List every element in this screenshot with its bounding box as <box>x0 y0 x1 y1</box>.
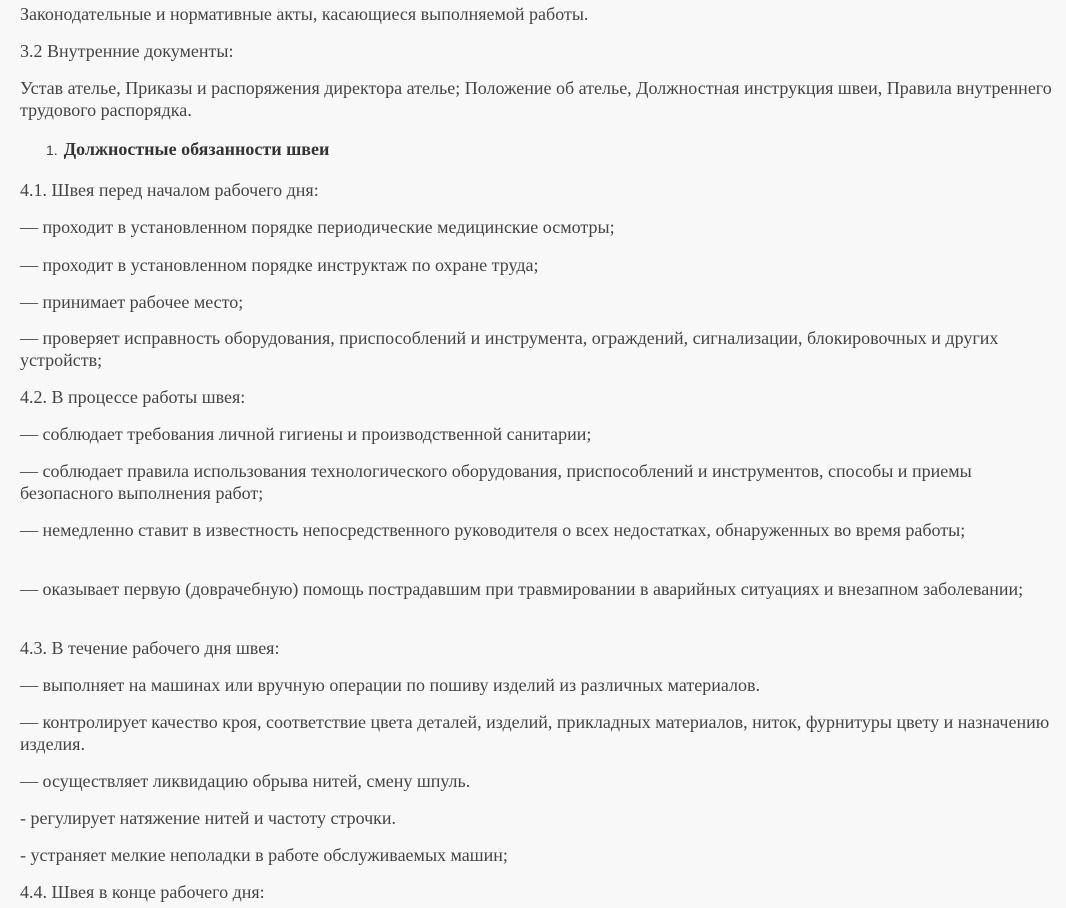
list-item: — соблюдает требования личной гигиены и производственной санитарии; <box>20 424 592 444</box>
paragraph-internal-docs-header: 3.2 Внутренние документы: <box>20 41 234 61</box>
section-4-3-header: 4.3. В течение рабочего дня швея: <box>20 638 280 658</box>
paragraph-internal-docs-list: Устав ателье, Приказы и распоряжения директора ателье; Положение об ателье, Должностная инструкция швеи, Правила внутреннего трудового распорядка. <box>20 78 1052 120</box>
list-item: — контролирует качество кроя, соответствие цвета деталей, изделий, прикладных материалов, ниток, фурнитуры цвету и назначению изделия. <box>20 712 1050 754</box>
list-item: — осуществляет ликвидацию обрыва нитей, смену шпуль. <box>20 771 471 791</box>
section-heading <box>46 138 329 161</box>
list-item: — соблюдает правила использования технологического оборудования, приспособлений и инструментов, способы и приемы безопасного выполнения работ; <box>20 461 972 503</box>
section-4-4-header: 4.4. Швея в конце рабочего дня: <box>20 882 265 902</box>
list-item: — немедленно ставит в известность непосредственного руководителя о всех недостатках, обнаруженных во время работы; <box>20 520 966 540</box>
section-4-1-header: 4.1. Швея перед началом рабочего дня: <box>20 180 319 200</box>
section-heading-number: 1. <box>46 142 58 158</box>
section-4-2-header: 4.2. В процессе работы швея: <box>20 387 246 407</box>
section-heading-title: Должностные обязанности швеи <box>63 139 330 159</box>
list-item: — выполняет на машинах или вручную операции по пошиву изделий из различных материалов. <box>20 675 760 695</box>
list-item: — принимает рабочее место; <box>20 292 244 312</box>
list-item: — проходит в установленном порядке периодические медицинские осмотры; <box>20 217 615 237</box>
list-item: - устраняет мелкие неполадки в работе обслуживаемых машин; <box>20 845 508 865</box>
list-item: — проходит в установленном порядке инструктаж по охране труда; <box>20 255 539 275</box>
list-item: — проверяет исправность оборудования, приспособлений и инструмента, ограждений, сигнализации, блокировочных и других устройств; <box>20 328 999 370</box>
list-item: - регулирует натяжение нитей и частоту строчки. <box>20 808 397 828</box>
list-item: — оказывает первую (доврачебную) помощь пострадавшим при травмировании в аварийных ситуациях и внезапном заболевании; <box>20 579 1024 599</box>
paragraph-laws: Законодательные и нормативные акты, касающиеся выполняемой работы. <box>20 4 589 24</box>
